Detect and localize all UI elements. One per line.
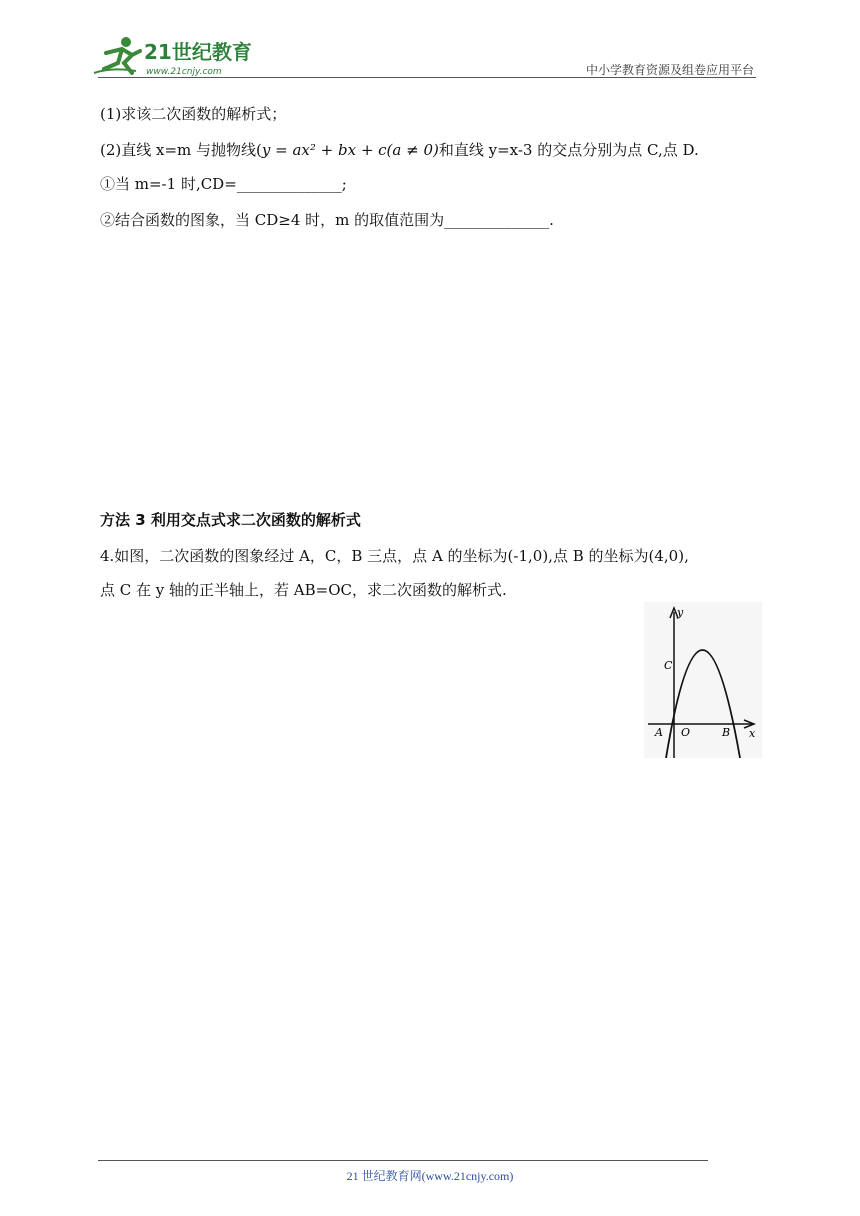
problem3-sub2: ②结合函数的图象，当 CD≥4 时，m 的取值范围为______________. bbox=[100, 211, 554, 229]
problem4-line1: 4.如图，二次函数的图象经过 A，C，B 三点，点 A 的坐标为(-1,0),点 B 的坐标为(4,0), bbox=[100, 547, 689, 565]
label-a: A bbox=[655, 726, 663, 739]
runner-icon bbox=[94, 37, 140, 73]
header-platform-text: 中小学教育资源及组卷应用平台 bbox=[585, 63, 754, 77]
parabola-figure bbox=[644, 602, 762, 758]
label-x: x bbox=[749, 727, 756, 740]
part2-suffix: 和直线 y=x-3 的交点分别为点 C,点 D. bbox=[438, 141, 699, 159]
label-b: B bbox=[722, 726, 731, 739]
problem3-sub1: ①当 m=-1 时,CD=______________; bbox=[100, 175, 347, 193]
label-c: C bbox=[664, 659, 673, 672]
label-o: O bbox=[681, 726, 691, 739]
problem3-part1: (1)求该二次函数的解析式； bbox=[100, 105, 287, 123]
footer-divider bbox=[98, 1160, 708, 1161]
part2-prefix: (2)直线 x=m 与抛物线( bbox=[100, 141, 262, 159]
parabola-equation: y = ax² + bx + c(a ≠ 0) bbox=[261, 141, 439, 159]
footer-text: 21 世纪教育网(www.21cnjy.com) bbox=[346, 1169, 514, 1183]
problem3-part2 bbox=[100, 140, 699, 160]
logo-url: www.21cnjy.com bbox=[146, 67, 222, 77]
logo-text: 21世纪教育 bbox=[144, 40, 252, 64]
header-divider bbox=[98, 77, 756, 78]
problem4-line2: 点 C 在 y 轴的正半轴上，若 AB=OC，求二次函数的解析式. bbox=[100, 581, 507, 599]
site-logo bbox=[92, 33, 262, 79]
method3-heading: 方法 3 利用交点式求二次函数的解析式 bbox=[100, 511, 361, 529]
label-y: y bbox=[677, 606, 684, 619]
